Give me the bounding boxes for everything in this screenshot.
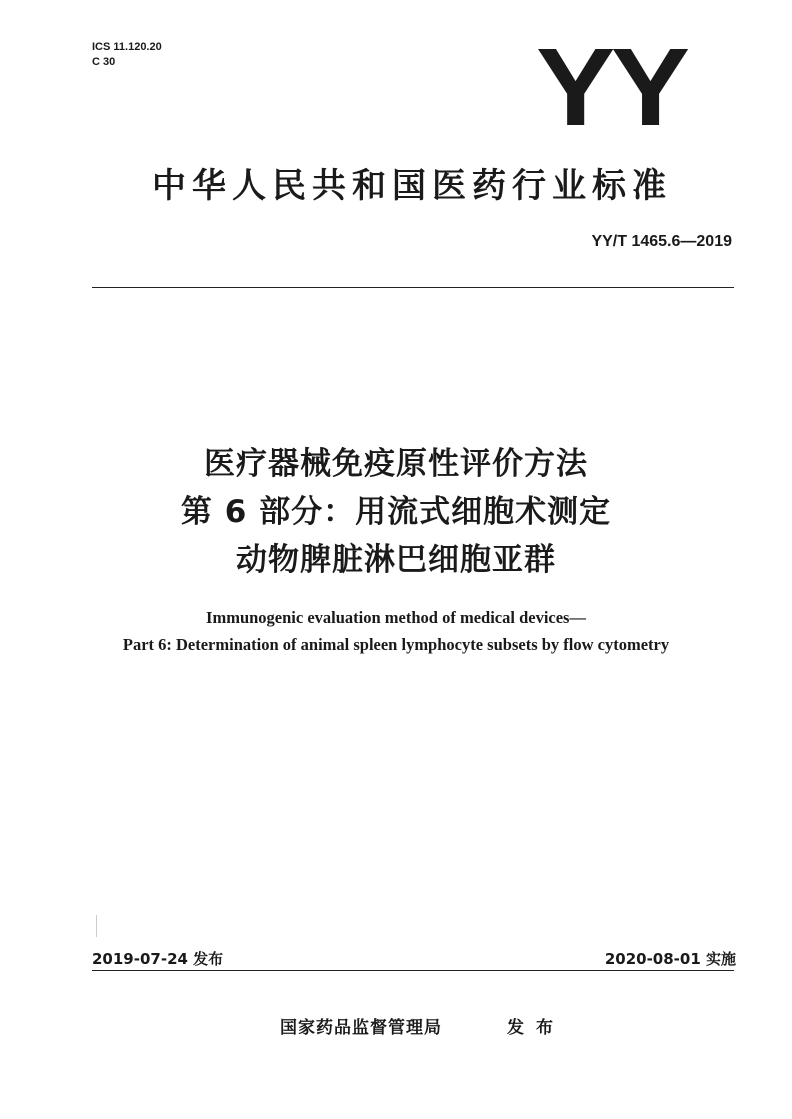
ccs-code: C 30 (92, 56, 116, 68)
top-divider (92, 287, 734, 288)
classification-codes (92, 40, 162, 70)
chinese-title (60, 440, 732, 584)
english-title-line-1: Immunogenic evaluation method of medical devices— (206, 608, 586, 627)
yy-logo: YY (536, 26, 686, 149)
standard-name: 中华人民共和国医药行业标准 (152, 166, 672, 206)
implementation-date: 2020-08-01 实施 (604, 950, 736, 968)
issue-label: 发布 (507, 1018, 565, 1038)
margin-mark (96, 915, 97, 937)
chinese-title-line-3: 动物脾脏淋巴细胞亚群 (236, 542, 556, 578)
english-title (60, 604, 732, 658)
bottom-divider (92, 970, 734, 971)
ics-code: ICS 11.120.20 (92, 41, 162, 53)
chinese-title-line-2: 第 6 部分：用流式细胞术测定 (180, 494, 612, 530)
english-title-line-2: Part 6: Determination of animal spleen lymphocyte subsets by flow cytometry (122, 635, 670, 654)
issue-date: 2019-07-24 发布 (92, 950, 224, 968)
standard-code: YY/T 1465.6—2019 (591, 233, 732, 250)
issuing-authority: 国家药品监督管理局 (280, 1018, 442, 1038)
chinese-title-line-1: 医疗器械免疫原性评价方法 (204, 446, 588, 482)
